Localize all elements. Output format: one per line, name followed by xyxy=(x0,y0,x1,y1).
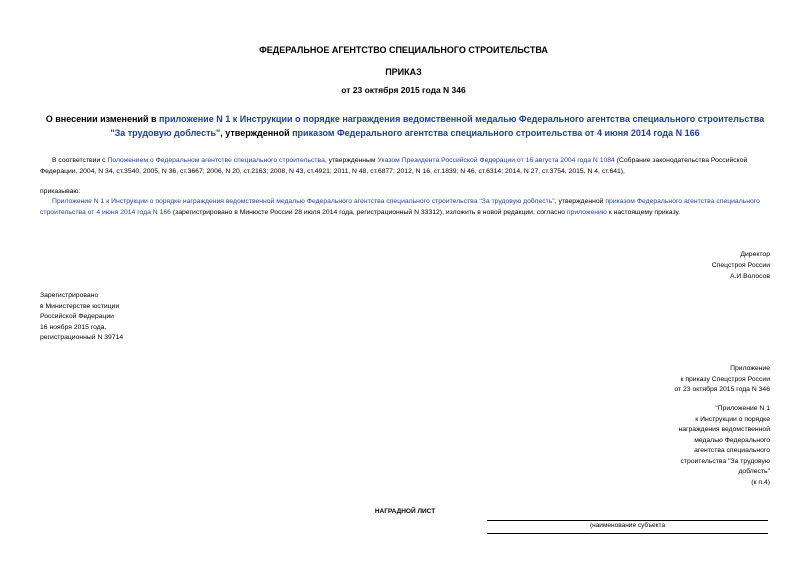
registration-block xyxy=(40,291,200,344)
preamble-text-1: В соответствии с xyxy=(52,157,108,164)
appendix2-line: "Приложение N 1 xyxy=(715,405,770,412)
subject-text-2: , утвержденной xyxy=(220,128,293,138)
order-text-2: (зарегистрировано в Минюсте России 28 июля 2014 года, регистрационный N 33312), изложить в новой редакции, согласно xyxy=(170,209,567,216)
signature-name: А.И.Волосов xyxy=(729,273,770,280)
order-text-1: , утвержденной xyxy=(554,198,606,205)
order-word: приказываю: xyxy=(40,188,81,195)
registration-line: в Министерстве юстиции xyxy=(40,302,120,310)
preamble-link-regulation[interactable]: Положением о Федеральном агентстве специального строительства xyxy=(107,157,325,164)
appendix-line: Приложение xyxy=(730,365,770,372)
registration-line: Российской Федерации xyxy=(40,313,114,320)
preamble-text-3: (Собрание законодательства Российской Федерации, 2004, N 34, ст.3540; 2005, N 36, ст.3667; 2006, N 20, ст.2163; 2008, N 43, ст.4921; 2011, N 48, ст.6877; 2012, N 16, ст.1839; N 46, ст.6314; 2014, N 27, ст.3754, 2015, N 4, ст.641), xyxy=(40,157,748,175)
appendix2-line: медалью Федерального xyxy=(694,436,770,444)
signature-title: Директор xyxy=(740,251,770,258)
order-date: от 23 октября 2015 года N 346 xyxy=(341,85,466,95)
appendix-line: к приказу Спецстроя России xyxy=(680,375,770,383)
registration-line: Зарегистрировано xyxy=(40,292,99,299)
appendix-instruction-header xyxy=(620,404,770,488)
signature-org: Спецстроя России xyxy=(711,262,770,269)
order-text-3: к настоящему приказу. xyxy=(606,209,681,216)
agency-heading: ФЕДЕРАЛЬНОЕ АГЕНТСТВО СПЕЦИАЛЬНОГО СТРОИТЕЛЬСТВА xyxy=(259,45,548,55)
order-link-appendix[interactable]: Приложение N 1 к Инструкции о порядке награждения ведомственной медалью Федерального агентства специального строительства "За трудовую доблесть" xyxy=(52,198,555,205)
award-sheet-title: НАГРАДНОЙ ЛИСТ xyxy=(374,508,436,515)
appendix2-line: (к п.4) xyxy=(751,478,770,486)
registration-line: 16 ноября 2015 года, xyxy=(40,323,107,331)
order-heading: ПРИКАЗ xyxy=(385,67,422,77)
appendix2-line: к Инструкции о порядке xyxy=(695,415,770,423)
order-link-attachment[interactable]: приложению xyxy=(566,209,607,216)
preamble-paragraph xyxy=(40,155,770,177)
order-paragraph xyxy=(40,196,770,218)
preamble-text-2: , утвержденным xyxy=(324,157,378,164)
appendix-line: от 23 октября 2015 года N 346 xyxy=(674,386,770,393)
preamble-link-decree[interactable]: Указом Президента Российской Федерации от 16 августа 2004 года N 1084 xyxy=(377,157,615,164)
appendix-header xyxy=(600,364,770,396)
appendix2-line: агентства специального xyxy=(694,447,770,454)
subject-name-line xyxy=(487,520,768,521)
subject-text-1: О внесении изменений в xyxy=(45,114,160,124)
appendix2-line: строительства "За трудовую xyxy=(680,457,770,465)
subject-name-line-2 xyxy=(487,533,768,534)
order-link-order-166[interactable]: приказом Федерального агентства специального строительства от 4 июня 2014 года N 166 xyxy=(40,198,760,216)
appendix2-line: награждения ведомственной xyxy=(678,426,770,433)
signature-block xyxy=(640,249,770,282)
subject-link-order[interactable]: приказом Федерального агентства специального строительства от 4 июня 2014 года N 166 xyxy=(292,128,700,138)
registration-line: регистрационный N 39714 xyxy=(40,334,124,341)
appendix2-line: доблесть" xyxy=(738,468,770,475)
subject-link-appendix[interactable]: приложение N 1 к Инструкции о порядке награждения ведомственной медалью Федерального агентства специального строительства "За трудовую доблесть" xyxy=(110,114,765,138)
order-subject xyxy=(40,112,770,140)
subject-name-caption: (наименование субъекта xyxy=(589,522,666,529)
